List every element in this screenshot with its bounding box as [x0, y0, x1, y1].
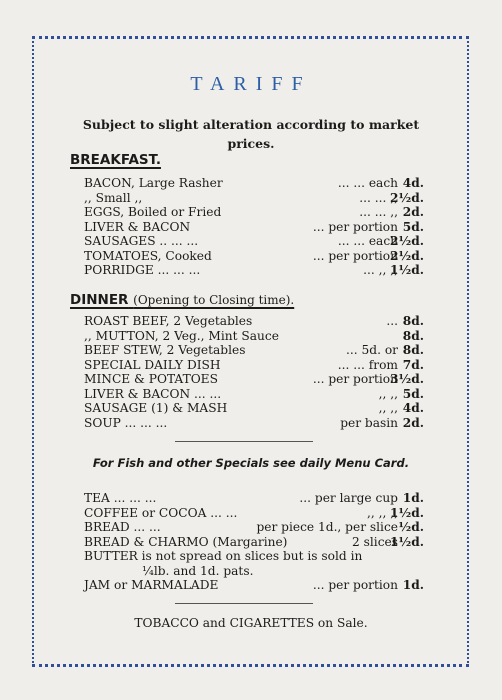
- breakfast-heading: BREAKFAST.: [70, 152, 161, 168]
- item-name: BREAD & CHARMO (Margarine): [84, 534, 288, 549]
- item-price: 2d.: [402, 205, 424, 219]
- item-price: 2½d.: [390, 190, 424, 205]
- item-unit: ,, ,,: [378, 386, 398, 401]
- item-price: 1½d.: [390, 505, 424, 520]
- item-unit: ... ... ,,: [359, 190, 398, 205]
- page-title: TARIFF: [190, 73, 312, 95]
- item-unit: ... ... from: [337, 357, 398, 372]
- breakfast-list: [84, 176, 424, 278]
- item-price: 8d.: [402, 314, 424, 328]
- item-name: SAUSAGE (1) & MASH: [84, 401, 228, 415]
- item-unit: ,, ,,: [378, 401, 398, 415]
- menu-row: [84, 506, 424, 521]
- menu-row: [84, 343, 424, 358]
- menu-row: [84, 176, 424, 191]
- item-unit: ...: [386, 314, 398, 328]
- item-name: SOUP ... ... ...: [84, 415, 168, 430]
- item-name: SPECIAL DAILY DISH: [84, 357, 221, 372]
- dinner-list: [84, 314, 424, 430]
- item-unit: ... per portion: [312, 372, 398, 386]
- item-name: LIVER & BACON: [84, 219, 191, 234]
- item-name: EGGS, Boiled or Fried: [84, 205, 222, 219]
- menu-row: [84, 191, 424, 206]
- dinner-title: DINNER: [70, 292, 129, 308]
- menu-row: [84, 372, 424, 387]
- menu-row: [84, 205, 424, 220]
- item-price: 5d.: [402, 219, 424, 234]
- item-unit: 2 slices: [352, 534, 398, 549]
- menu-row: [84, 234, 424, 249]
- item-unit: ... per portion: [312, 219, 398, 234]
- item-price: 1d.: [402, 578, 424, 592]
- subtitle: Subject to slight alteration according to market prices.: [82, 117, 420, 151]
- item-price: 5d.: [402, 386, 424, 401]
- item-price: ½d.: [398, 520, 424, 534]
- item-unit: per basin: [340, 415, 398, 430]
- menu-row: [84, 578, 424, 593]
- specials-notice: For Fish and other Specials see daily Menu Card.: [92, 456, 410, 470]
- item-price: 1½d.: [390, 263, 424, 277]
- item-price: 4d.: [402, 176, 424, 190]
- item-name: BREAD ... ...: [84, 520, 161, 534]
- item-name: JAM or MARMALADE: [84, 578, 219, 592]
- item-name: MINCE & POTATOES: [84, 372, 218, 386]
- butter-line-2: ¼lb. and 1d. pats.: [142, 563, 254, 578]
- item-name: SAUSAGES .. ... ...: [84, 234, 199, 248]
- menu-row: [84, 491, 424, 506]
- item-price: 2½d.: [390, 234, 424, 248]
- butter-line-1: BUTTER is not spread on slices but is sold in: [84, 549, 363, 563]
- item-unit: ... ,, ,,: [363, 263, 398, 277]
- item-unit: ... ... ,,: [359, 205, 398, 219]
- item-unit: ... ... each: [337, 176, 398, 190]
- item-name: PORRIDGE ... ... ...: [84, 263, 201, 277]
- item-unit: ... ... each: [337, 234, 398, 248]
- dinner-note: (Opening to Closing time).: [133, 293, 295, 307]
- item-price: 4d.: [402, 401, 424, 415]
- item-unit: per piece 1d., per slice: [256, 520, 398, 534]
- menu-row: [84, 416, 424, 431]
- butter-note: [84, 549, 424, 578]
- item-price: 8d.: [402, 343, 424, 357]
- item-unit: ... per large cup: [299, 491, 398, 505]
- item-name: ,, MUTTON, 2 Veg., Mint Sauce: [84, 328, 279, 343]
- menu-row: [84, 220, 424, 235]
- item-name: BEEF STEW, 2 Vegetables: [84, 343, 246, 357]
- menu-row: [84, 387, 424, 402]
- drinks-list: [84, 491, 424, 549]
- item-name: TEA ... ... ...: [84, 491, 157, 505]
- menu-row: [84, 401, 424, 416]
- dinner-heading: [70, 292, 294, 308]
- item-name: BACON, Large Rasher: [84, 176, 223, 190]
- item-price: 1½d.: [390, 534, 424, 549]
- item-price: 7d.: [402, 357, 424, 372]
- item-unit: ,, ,, ,,: [367, 505, 398, 520]
- menu-row: [84, 535, 424, 550]
- footer-note: TOBACCO and CIGARETTES on Sale.: [134, 616, 368, 630]
- menu-row: [84, 329, 424, 344]
- item-unit: ... per portion: [312, 248, 398, 263]
- item-name: ROAST BEEF, 2 Vegetables: [84, 314, 253, 328]
- item-price: 3½d.: [390, 372, 424, 386]
- item-name: COFFEE or COCOA ... ...: [84, 505, 238, 520]
- item-price: 1d.: [402, 491, 424, 505]
- item-name: TOMATOES, Cooked: [84, 248, 212, 263]
- menu-row: [84, 263, 424, 278]
- menu-row: [84, 520, 424, 535]
- item-unit: ... per portion: [312, 578, 398, 592]
- menu-row: [84, 249, 424, 264]
- item-price: 8d.: [402, 328, 424, 343]
- item-price: 2d.: [402, 415, 424, 430]
- item-name: LIVER & BACON ... ...: [84, 386, 222, 401]
- menu-row: [84, 358, 424, 373]
- item-price: 2½d.: [390, 248, 424, 263]
- item-name: ,, Small ,,: [84, 190, 143, 205]
- divider: [175, 441, 313, 442]
- item-unit: ... 5d. or: [346, 343, 398, 357]
- jam-row-wrap: [84, 578, 424, 593]
- divider: [175, 603, 313, 604]
- menu-row: [84, 314, 424, 329]
